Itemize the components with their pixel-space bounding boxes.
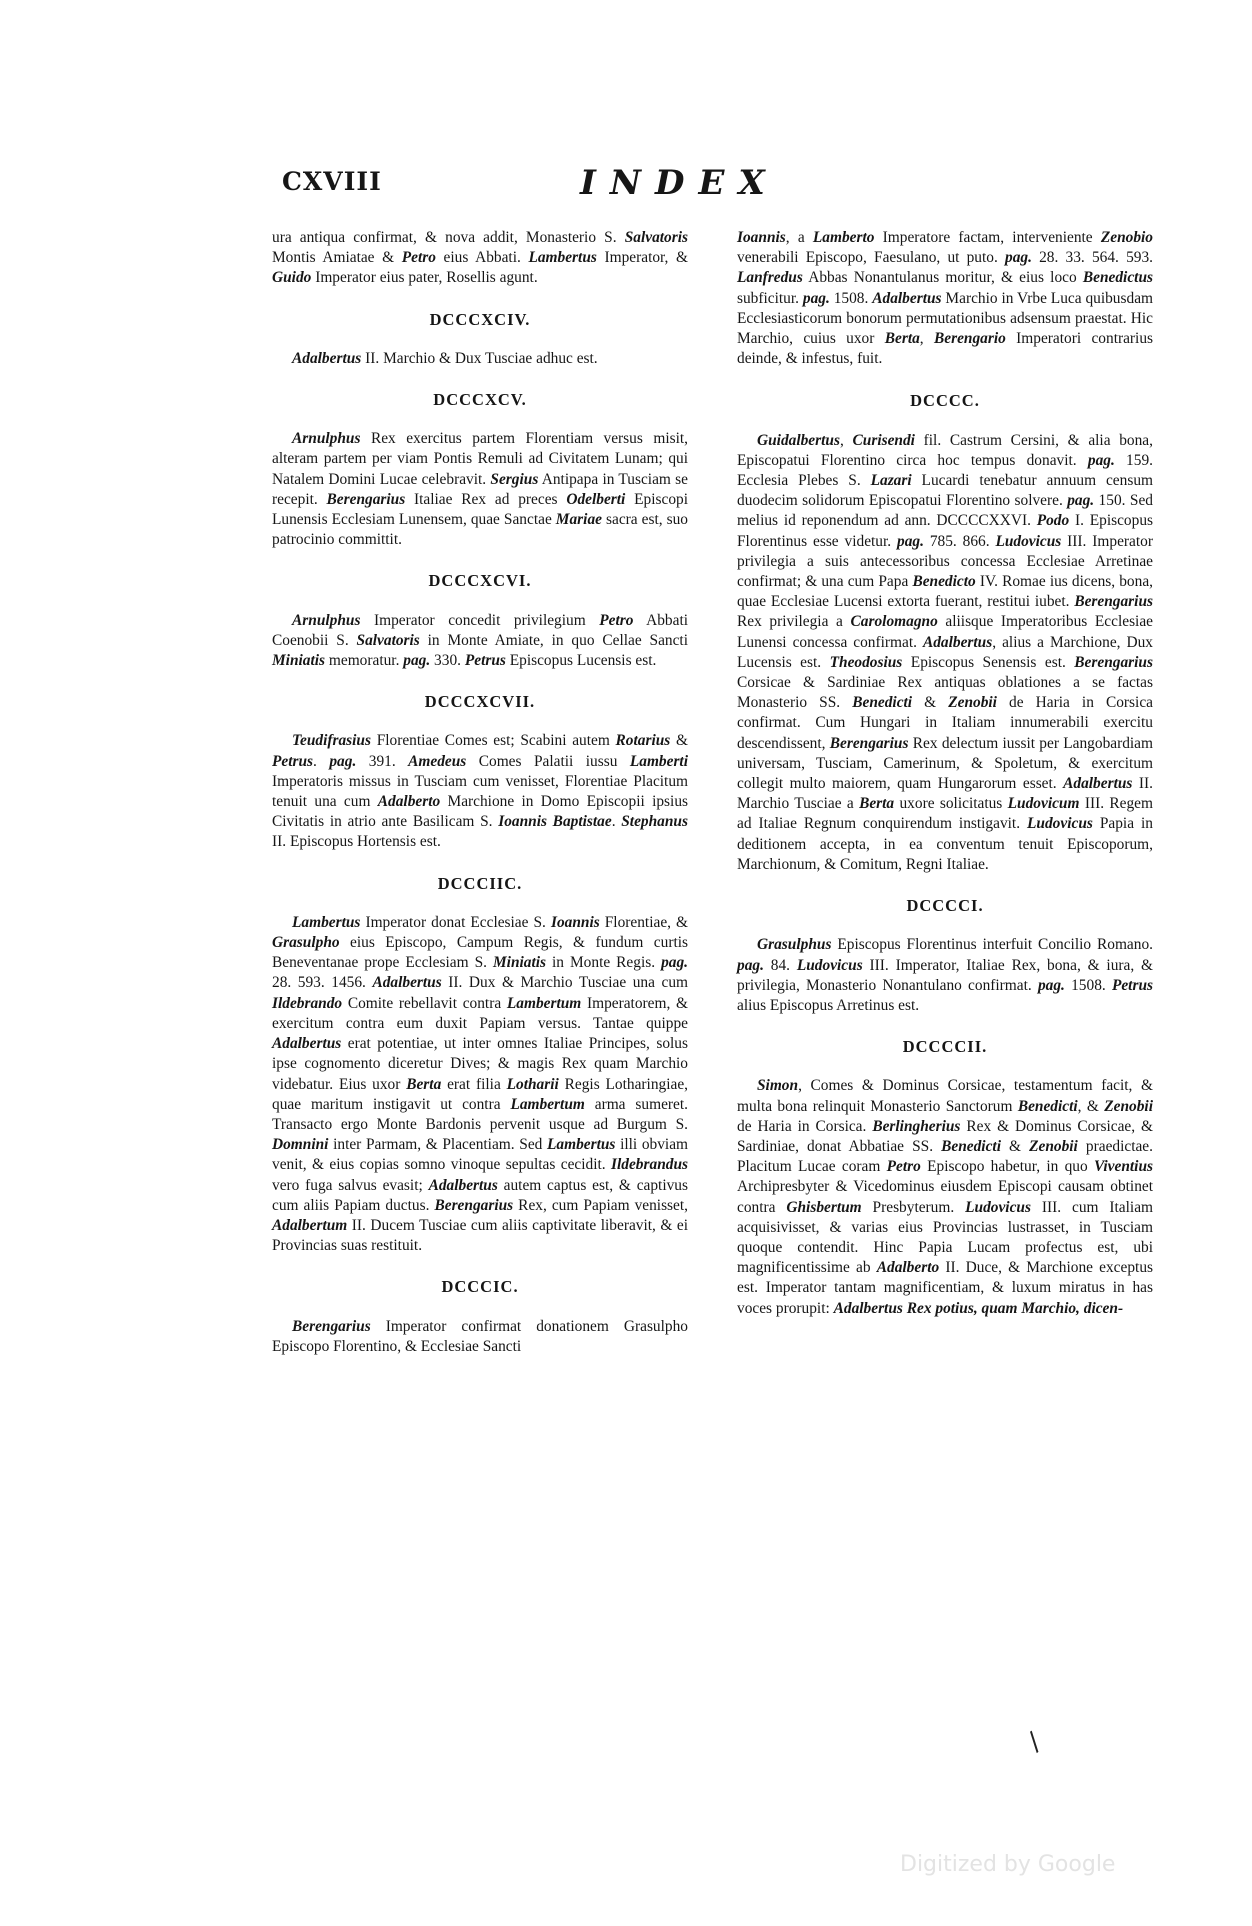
entry-text: Papia in deditionem accepta, in ea conventum tenuit Episcoporum, Marchionum, & Comitum, Regni Italiae.: [737, 815, 1153, 873]
entry-text: 28. 593. 1456.: [272, 974, 373, 992]
entry-text: Montis Amiatae &: [272, 249, 402, 267]
name-ref: Zenobii: [1104, 1097, 1153, 1115]
name-ref: Amedeus: [408, 752, 467, 770]
name-ref: Benedicti: [941, 1137, 1001, 1155]
name-ref: Ildebrando: [272, 994, 343, 1012]
entry-text: Italiae Rex ad preces: [405, 490, 567, 508]
entry-paragraph: [272, 731, 688, 852]
entry-text: 391.: [356, 752, 409, 770]
name-ref: Ildebrandus: [611, 1156, 688, 1174]
name-ref: Benedicti: [1017, 1097, 1078, 1115]
entry-paragraph: [737, 431, 1153, 875]
entry-text: Comes Palatii iussu: [466, 752, 630, 770]
name-ref: Benedicti: [852, 694, 913, 712]
name-ref: Salvatoris: [624, 229, 688, 246]
entry-text: Imperatore factam, interveniente: [874, 229, 1101, 246]
entry-text: de Haria in Corsica confirmat. Cum Hungari in Italiam innumerabili exercitu descendissent,: [737, 694, 1153, 752]
entry-text: IV. Romae ius dicens, bona, quae Ecclesiae Lucensi extorta fuerant, restitui iubet.: [737, 573, 1154, 611]
name-ref: Arnulphus: [292, 430, 361, 448]
entry-text: Lucardi tenebatur annuum censum duodecim solidorum Episcopatui Florentino solvere.: [737, 472, 1153, 510]
name-ref: Berengarius: [1074, 653, 1153, 671]
entry-text: sacra est, suo patrocinio committit.: [272, 511, 688, 549]
entry-text: Rex & Dominus Corsicae, & Sardiniae, donat Abbatiae SS.: [737, 1117, 1153, 1155]
entry-text: II. Episcopus Hortensis est.: [272, 833, 441, 851]
entry-text: arma sumeret. Transacto ergo Monte Bardonis pervenit usque ad Burgum S.: [272, 1095, 688, 1133]
entry-text: Imperator donat Ecclesiae S.: [360, 913, 551, 931]
name-ref: Ioannis Baptistae: [498, 813, 612, 831]
entry-text: eius Abbati.: [435, 249, 529, 267]
name-ref: Benedictus: [1082, 269, 1153, 287]
entry-paragraph: [272, 913, 688, 1256]
name-ref: Adalbertus: [372, 974, 442, 992]
name-ref: Ioannis: [550, 913, 600, 931]
entry-paragraph: [272, 611, 688, 672]
entry-text: praedictae. Placitum Lucae coram: [737, 1137, 1153, 1176]
name-ref: pag.: [802, 289, 830, 307]
entry-text: &: [670, 732, 688, 750]
entry-text: Marchione in Domo Episcopii ipsius Civitatis in atrio ante Basilicam S.: [272, 793, 688, 831]
left-column: [272, 228, 688, 1357]
name-ref: Lotharii: [506, 1075, 559, 1093]
entry-text: Comite rebellavit contra: [342, 994, 507, 1012]
entry-text: 1508.: [829, 289, 873, 307]
entry-text: Rex, cum Papiam venisset,: [513, 1196, 689, 1214]
name-ref: Adalbertus: [428, 1176, 498, 1194]
name-ref: Berengarius: [326, 490, 406, 508]
name-ref: Adalbertum: [272, 1216, 348, 1234]
year-heading: DCCCXCV.: [433, 390, 527, 410]
entry-text: Episcopus Florentinus interfuit Concilio Romano.: [831, 936, 1153, 954]
name-ref: Petrus: [1111, 976, 1153, 994]
page-number: CXVIII: [282, 167, 382, 196]
name-ref: Stephanus: [621, 813, 688, 831]
entry-text: ,: [919, 330, 934, 348]
entry-text: Florentiae Comes est; Scabini autem: [370, 732, 616, 750]
name-ref: Berengarius: [292, 1317, 371, 1335]
entry-text: ,: [839, 431, 853, 449]
entry-text: .: [313, 752, 330, 770]
name-ref: Zenobii: [948, 694, 997, 712]
entry-text: III. Imperator, Italiae Rex, bona, & iura, & privilegia, Monasterio Nonantulano confirmat.: [737, 956, 1154, 994]
entry-text: Episcopus Lucensis est.: [505, 652, 657, 670]
entry-paragraph: [737, 228, 1153, 369]
entry-text: fil. Castrum Cersini, & alia bona, Episcopatui Florentino circa hoc tempus donavit.: [737, 431, 1153, 469]
name-ref: pag.: [1067, 492, 1095, 510]
name-ref: pag.: [329, 752, 357, 770]
entry-text: Imperatoris missus in Tusciam cum venisset, Florentiae Placitum tenuit una cum: [272, 772, 688, 811]
name-ref: Ioannis: [737, 229, 786, 246]
entry-text: 28. 33. 564. 593.: [1031, 249, 1153, 267]
entry-text: in Monte Regis.: [546, 954, 662, 972]
entry-text: &: [1000, 1137, 1030, 1155]
name-ref: Guidalbertus: [757, 431, 840, 449]
name-ref: pag.: [403, 652, 431, 670]
name-ref: Odelberti: [566, 490, 626, 508]
watermark: Digitized by Google: [900, 1852, 1116, 1877]
name-ref: Benedicto: [912, 573, 976, 591]
name-ref: Adalbertus Rex potius, quam Marchio, dicen-: [833, 1299, 1124, 1317]
year-heading: DCCCCI.: [906, 896, 984, 916]
name-ref: Lanfredus: [737, 269, 803, 287]
name-ref: Guido: [272, 269, 312, 287]
name-ref: Podo: [1036, 512, 1070, 530]
entry-text: 150. Sed melius id reponendum ad ann. DCCCCXXVI.: [737, 492, 1153, 530]
name-ref: Adalberto: [876, 1259, 940, 1277]
name-ref: Lambertum: [506, 994, 582, 1012]
right-column: [737, 228, 1153, 1319]
name-ref: Grasulphus: [757, 936, 832, 954]
name-ref: Teudifrasius: [292, 732, 371, 750]
name-ref: Lambertus: [292, 913, 361, 931]
entry-text: Corsicae & Sardiniae Rex antiquas oblationes a se factas Monasterio SS.: [737, 674, 1153, 712]
year-heading: DCCCXCIV.: [429, 309, 531, 329]
name-ref: Arnulphus: [292, 611, 361, 629]
entry-text: II. Marchio & Dux Tusciae adhuc est.: [361, 349, 598, 367]
running-head: [270, 163, 920, 203]
year-heading: DCCCIIC.: [437, 873, 523, 893]
name-ref: pag.: [1087, 451, 1115, 469]
name-ref: Carolomagno: [850, 613, 938, 631]
name-ref: Ludovicum: [1007, 795, 1080, 813]
name-ref: Salvatoris: [356, 631, 420, 649]
entry-text: de Haria in Corsica.: [737, 1117, 873, 1135]
name-ref: Theodosius: [829, 653, 903, 671]
name-ref: Adalbertus: [1063, 775, 1133, 793]
name-ref: pag.: [1005, 249, 1032, 267]
name-ref: Lambertus: [528, 249, 597, 267]
name-ref: Simon: [757, 1077, 799, 1095]
page-title: INDEX: [580, 163, 779, 203]
entry-text: aliisque Imperatoribus Ecclesiae Lunensi concessa confirmat.: [737, 613, 1153, 651]
entry-text: Regis Lotharingiae, quae maritum instigavit ut contra: [272, 1075, 688, 1113]
entry-text: subficitur.: [737, 289, 803, 307]
entry-text: Abbas Nonantulanus moritur, & eius loco: [802, 269, 1083, 287]
entry-text: Rex delectum iussit per Langobardiam universam, Tusciam, Camerinum, & Spoletum, & exercitum collegit multo maiorem, quam Hungarorum esset.: [737, 734, 1153, 793]
entry-text: 1508.: [1064, 976, 1112, 994]
entry-text: Episcopo habetur, in quo: [920, 1158, 1094, 1176]
entry-text: Imperator confirmat donationem Grasulpho Episcopo Florentino, & Ecclesiae Sancti: [272, 1317, 688, 1355]
name-ref: pag.: [661, 954, 689, 972]
year-heading: DCCCIC.: [441, 1277, 519, 1297]
name-ref: Petro: [401, 249, 436, 267]
entry-text: , alius a Marchione, Dux Lucensis est.: [737, 633, 1153, 671]
entry-text: &: [912, 694, 949, 712]
name-ref: Ghisbertum: [786, 1198, 862, 1216]
name-ref: Lazari: [870, 472, 912, 490]
pen-mark: /: [1022, 1727, 1047, 1757]
entry-text: vero fuga salvus evasit;: [272, 1176, 429, 1194]
entry-text: 159. Ecclesia Plebes S.: [737, 451, 1153, 490]
name-ref: pag.: [1037, 976, 1065, 994]
name-ref: Berengarius: [434, 1196, 514, 1214]
year-heading: DCCCXCVI.: [428, 571, 532, 591]
name-ref: Zenobio: [1100, 229, 1153, 246]
entry-paragraph: [272, 429, 688, 550]
entry-text: II. Ducem Tusciae cum aliis captivitate liberavit, & ei Provincias suas restituit.: [272, 1216, 688, 1255]
name-ref: Lamberto: [812, 229, 875, 246]
entry-text: Rex exercitus partem Florentiam versus misit, alteram partem per viam Pontis Remuli ad Civitatem Lunam; qui Natalem Domini Lucae celebravit.: [272, 430, 688, 488]
name-ref: Miniatis: [272, 652, 326, 670]
entry-text: II. Duce, & Marchione exceptus est. Imperator tantam magnificentiam, & luxum miratus in has voces prorupit:: [737, 1259, 1154, 1317]
entry-text: 785. 866.: [923, 532, 996, 550]
name-ref: Berta: [884, 330, 920, 348]
entry-text: 84.: [763, 956, 797, 974]
year-heading: DCCCXCVII.: [424, 692, 536, 712]
name-ref: Mariae: [555, 511, 602, 529]
entry-text: Imperatori contrarius deinde, & infestus, fuit.: [737, 330, 1154, 368]
entry-text: Episcopi Lunensis Ecclesiam Lunensem, quae Sanctae: [272, 490, 688, 529]
name-ref: Curisendi: [852, 431, 915, 449]
name-ref: pag.: [737, 956, 764, 974]
name-ref: Berengarius: [829, 734, 909, 752]
entry-text: 330.: [430, 652, 465, 670]
name-ref: Berengario: [934, 330, 1006, 348]
name-ref: Adalbertus: [292, 349, 362, 367]
entry-text: Presbyterum.: [861, 1198, 966, 1216]
entry-text: memoratur.: [325, 652, 404, 670]
entry-text: III. cum Italiam acquisivisset, & varias eius Provincias lustrasset, in Tusciam quoque contendit. Hinc Papia Lucam profectus est, ubi magnificentissime ab: [737, 1198, 1153, 1277]
year-heading: DCCCCII.: [902, 1037, 988, 1057]
name-ref: Berengarius: [1074, 593, 1153, 611]
entry-text: alius Episcopus Arretinus est.: [737, 996, 920, 1014]
name-ref: Ludovicus: [1027, 815, 1093, 833]
entry-text: autem captus est, & captivus cum aliis Papiam ductus.: [272, 1176, 688, 1214]
name-ref: Grasulpho: [272, 934, 340, 952]
name-ref: Rotarius: [615, 732, 671, 750]
name-ref: Sergius: [490, 470, 539, 488]
name-ref: pag.: [897, 532, 924, 550]
entry-paragraph: [272, 1317, 688, 1357]
name-ref: Lambertum: [510, 1095, 585, 1113]
entry-text: erat potentiae, ut inter omnes Italiae Principes, solus ipse cognomento diceretur Dives; & magis Rex quam Marchio videbatur. Eius uxor: [272, 1035, 688, 1093]
name-ref: Ludovicus: [965, 1198, 1031, 1216]
name-ref: Adalbertus: [922, 633, 993, 651]
name-ref: Adalbertus: [872, 289, 942, 307]
entry-text: uxore solicitatus: [894, 795, 1008, 813]
name-ref: Berlingherius: [872, 1117, 961, 1135]
name-ref: Miniatis: [492, 954, 547, 972]
entry-text: I. Episcopus Florentinus esse videtur.: [737, 512, 1153, 550]
name-ref: Viventius: [1093, 1158, 1153, 1176]
entry-paragraph: [272, 228, 688, 289]
entry-text: Rex privilegia a: [737, 613, 851, 631]
name-ref: Lamberti: [629, 752, 688, 770]
name-ref: Petro: [886, 1158, 921, 1176]
entry-text: .: [611, 813, 622, 831]
name-ref: Zenobii: [1029, 1137, 1078, 1155]
name-ref: Petro: [599, 611, 634, 629]
entry-text: II. Dux & Marchio Tusciae una cum: [441, 974, 688, 992]
entry-text: Antipapa in Tusciam se recepit.: [272, 470, 688, 508]
entry-text: eius Episcopo, Campum Regis, & fundum curtis Beneventanae prope Ecclesiam S.: [272, 934, 688, 972]
entry-text: Episcopus Senensis est.: [902, 653, 1075, 671]
entry-text: Imperatorem, & exercitum contra eum duxit Papiam versus. Tantae quippe: [272, 994, 688, 1032]
entry-text: ura antiqua confirmat, & nova addit, Monasterio S.: [272, 229, 625, 246]
entry-text: erat filia: [441, 1075, 507, 1093]
name-ref: Petrus: [272, 752, 314, 770]
entry-text: in Monte Amiate, in quo Cellae Sancti: [419, 631, 688, 649]
entry-text: Imperator eius pater, Rosellis agunt.: [311, 269, 538, 287]
entry-text: Marchio in Vrbe Luca quibusdam Ecclesiasticorum bonorum permutationibus adsensum praestat. Hic Marchio, cuius uxor: [737, 289, 1153, 348]
entry-paragraph: [737, 935, 1153, 1016]
name-ref: Domnini: [272, 1136, 329, 1154]
entry-text: venerabili Episcopo, Faesulano, ut puto.: [737, 249, 1005, 267]
entry-text: Imperator concedit privilegium: [360, 611, 600, 629]
name-ref: Berta: [406, 1075, 442, 1093]
entry-text: Abbati Coenobii S.: [272, 611, 688, 649]
entry-text: illi obviam venit, & eius copias somno vinoque sepultas cecidit.: [272, 1136, 688, 1174]
name-ref: Lambertus: [547, 1136, 616, 1154]
entry-text: II. Marchio Tusciae a: [737, 775, 1153, 813]
name-ref: Adalberto: [377, 793, 441, 811]
name-ref: Adalbertus: [272, 1035, 342, 1053]
entry-text: Imperator, &: [596, 249, 688, 267]
entry-text: III. Imperator privilegia a suis antecessoribus concessa Ecclesiae Arretinae confirmat; & una cum Papa: [737, 532, 1153, 591]
entry-text: inter Parmam, & Placentiam. Sed: [328, 1136, 547, 1154]
name-ref: Ludovicus: [796, 956, 863, 974]
entry-paragraph: [272, 349, 688, 369]
entry-text: Archipresbyter & Vicedominus eiusdem Episcopi causam obtinet contra: [737, 1178, 1153, 1216]
name-ref: Berta: [859, 795, 895, 813]
entry-text: , &: [1077, 1097, 1105, 1115]
entry-text: Florentiae, &: [599, 913, 688, 931]
entry-paragraph: [737, 1076, 1153, 1318]
name-ref: Petrus: [464, 652, 506, 670]
entry-text: , Comes & Dominus Corsicae, testamentum facit, & multa bona relinquit Monasterio Sanctorum: [737, 1077, 1153, 1115]
name-ref: Ludovicus: [995, 532, 1062, 550]
entry-text: III. Regem ad Italiae Regnum conquirendum instigavit.: [737, 795, 1153, 833]
entry-text: , a: [785, 229, 813, 246]
year-heading: DCCCC.: [910, 391, 980, 411]
